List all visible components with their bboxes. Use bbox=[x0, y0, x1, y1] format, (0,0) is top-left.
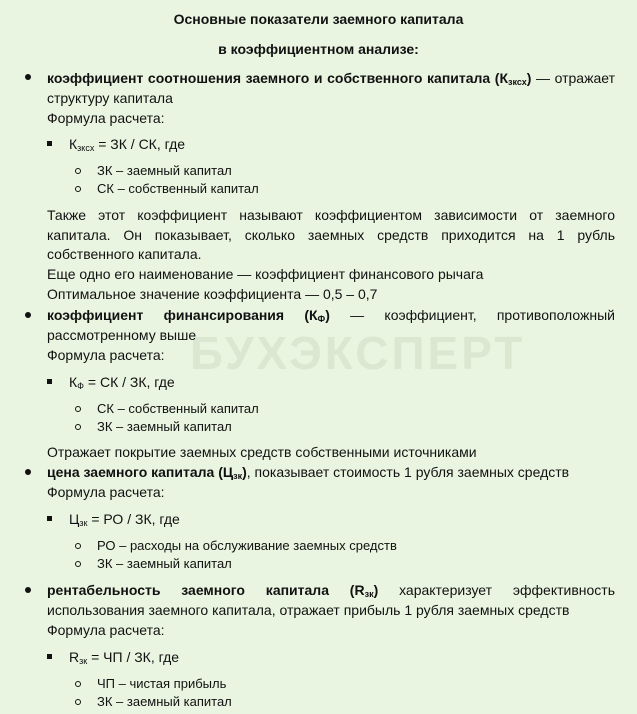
section-3-formula-label: Формула расчета: bbox=[47, 484, 165, 500]
section-4-item-2: ЗК – заемный капитал bbox=[97, 694, 232, 709]
circle-bullet-icon bbox=[75, 186, 81, 192]
section-1-item-2: СК – собственный капитал bbox=[97, 181, 259, 196]
circle-bullet-icon bbox=[75, 699, 81, 705]
bullet-icon bbox=[25, 587, 31, 593]
section-1-heading: коэффициент соотношения заемного и собственного капитала $(К_{зксх})$ — отражает bbox=[47, 70, 615, 87]
section-2-formula: $К_Ф$ = СК / ЗК, где bbox=[69, 374, 175, 391]
section-4-cont: использования заемного капитала, отражает прибыль 1 рубля заемных средств bbox=[47, 602, 570, 618]
title-line-2: в коэффициентном анализе: bbox=[218, 41, 419, 57]
section-2-item-2: ЗК – заемный капитал bbox=[97, 419, 232, 434]
square-bullet-icon bbox=[47, 516, 52, 521]
section-1-item-1: ЗК – заемный капитал bbox=[97, 163, 232, 178]
circle-bullet-icon bbox=[75, 424, 81, 430]
section-3-heading: цена заемного капитала $(Ц_{зк})$, показывает стоимость 1 рубля заемных средств bbox=[47, 464, 570, 481]
circle-bullet-icon bbox=[75, 168, 81, 174]
circle-bullet-icon bbox=[75, 681, 81, 687]
square-bullet-icon bbox=[47, 379, 52, 384]
watermark: БУХЭКСПЕРТ bbox=[190, 327, 526, 379]
title-line-1: Основные показатели заемного капитала bbox=[173, 11, 464, 27]
section-3-item-1: РО – расходы на обслуживание заемных средств bbox=[97, 538, 397, 553]
section-3-formula: $Ц_{зк}$ = РО / ЗК, где bbox=[69, 511, 180, 528]
bullet-icon bbox=[25, 74, 31, 80]
section-1-cont: структуру капитала bbox=[47, 90, 173, 106]
square-bullet-icon bbox=[47, 141, 52, 146]
section-2-heading: коэффициент финансирования $(К_Ф)$ — коэффициент, противоположный bbox=[47, 307, 615, 324]
section-1-extra-4: Еще одно его наименование — коэффициент финансового рычага bbox=[47, 266, 484, 282]
circle-bullet-icon bbox=[75, 561, 81, 567]
square-bullet-icon bbox=[47, 654, 52, 659]
section-1-extra-2: капитала. Он показывает, сколько заемных средств приходится на 1 рубль bbox=[47, 227, 615, 243]
section-2-formula-label: Формула расчета: bbox=[47, 347, 165, 363]
bullet-icon bbox=[25, 312, 31, 318]
section-1-formula-label: Формула расчета: bbox=[47, 110, 165, 126]
section-2-extra-1: Отражает покрытие заемных средств собственными источниками bbox=[47, 444, 477, 460]
section-2-item-1: СК – собственный капитал bbox=[97, 401, 259, 416]
section-4-formula: $R_{зк}$ = ЧП / ЗК, где bbox=[69, 649, 180, 666]
section-4-item-1: ЧП – чистая прибыль bbox=[97, 676, 227, 691]
section-1-extra-3: собственного капитала. bbox=[47, 246, 202, 262]
section-1-extra-5: Оптимальное значение коэффициента — 0,5 – 0,7 bbox=[47, 286, 378, 302]
section-3-item-2: ЗК – заемный капитал bbox=[97, 556, 232, 571]
section-1-extra-1: Также этот коэффициент называют коэффициентом зависимости от заемного bbox=[47, 207, 615, 223]
section-2-cont: рассмотренному выше bbox=[47, 327, 197, 343]
bullet-icon bbox=[25, 469, 31, 475]
section-4-heading: рентабельность заемного капитала $(R_{зк})$ характеризует эффективность bbox=[47, 582, 616, 599]
circle-bullet-icon bbox=[75, 543, 81, 549]
section-4-formula-label: Формула расчета: bbox=[47, 622, 165, 638]
section-1-formula: $К_{зксх}$ = ЗК / СК, где bbox=[69, 136, 186, 153]
circle-bullet-icon bbox=[75, 406, 81, 412]
